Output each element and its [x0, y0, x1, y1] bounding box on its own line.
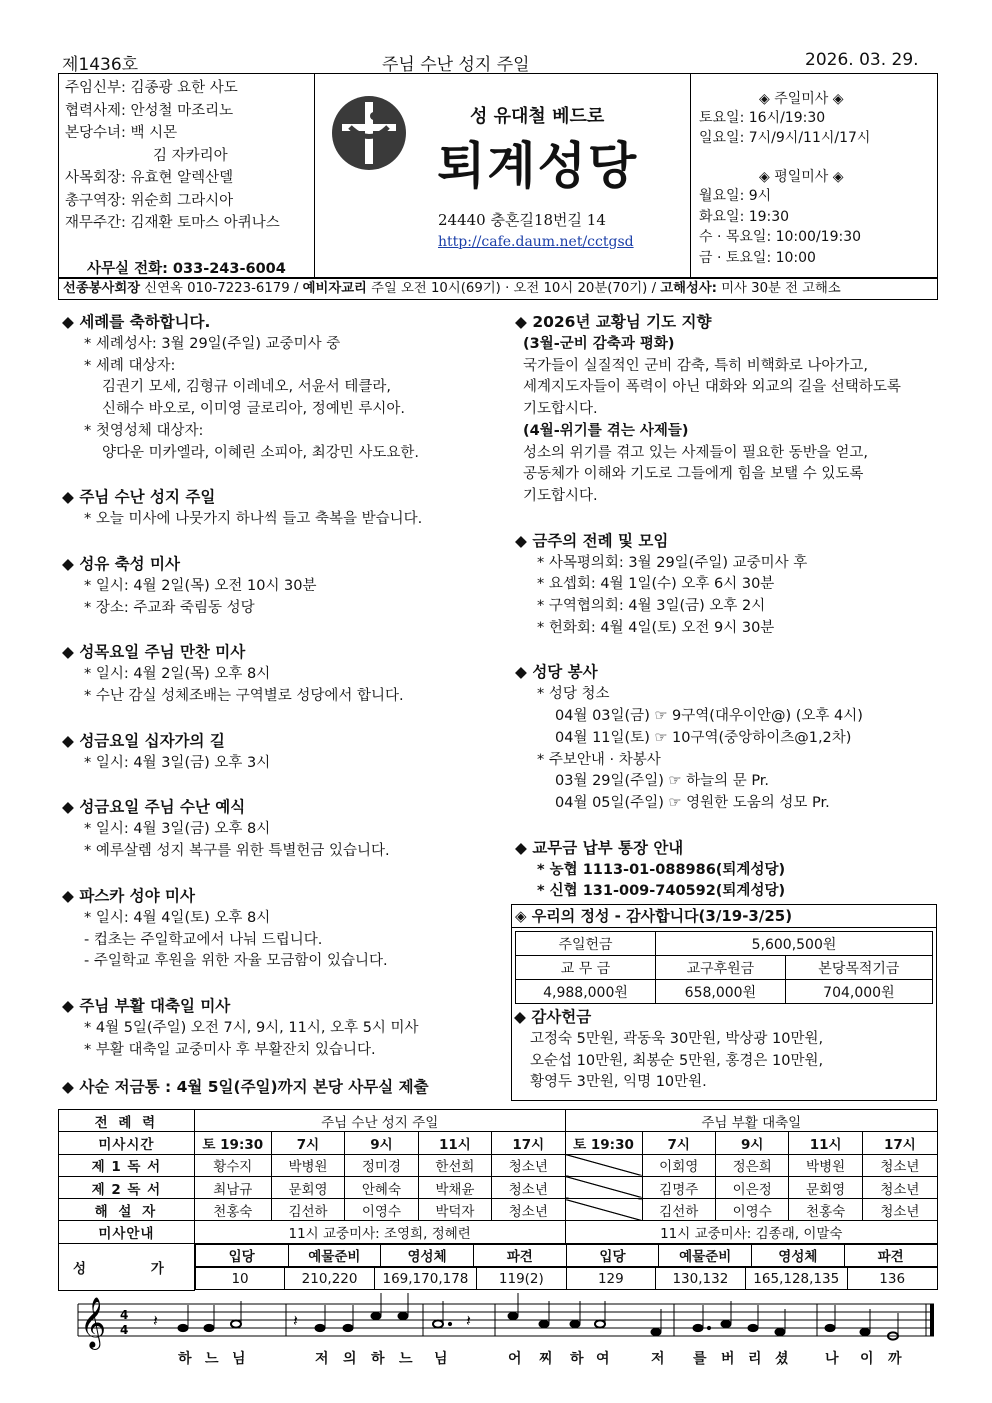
- sunday-mass-sunday: 일요일: 7시/9시/11시/17시: [699, 130, 871, 146]
- table-cell: 210,220: [285, 1268, 375, 1290]
- list-item: * 구역협의회: 4월 3일(금) 오후 2시: [537, 598, 766, 615]
- table-cell: 정은희: [715, 1154, 788, 1176]
- piggy-bank-notice: ◆ 사순 저금통 : 4월 5일(주일)까지 본당 사무실 제출: [62, 1078, 429, 1097]
- table-cell: 이영수: [345, 1199, 418, 1221]
- row-label: 해 설 자: [59, 1199, 195, 1221]
- table-header: 17시: [862, 1132, 937, 1154]
- list-item: * 일시: 4월 4일(토) 오후 8시: [84, 909, 271, 926]
- bulletin-date: 2026. 03. 29.: [805, 50, 919, 70]
- list-item: 세계지도자들이 폭력이 아닌 대화와 외교의 길을 선택하도록: [523, 379, 901, 396]
- section-title: ◆ 금주의 전례 및 모임: [515, 531, 669, 550]
- table-cell: 천홍숙: [789, 1199, 862, 1221]
- list-item: 양다운 미카엘라, 이혜린 소피아, 최강민 사도요한.: [102, 444, 420, 461]
- list-item: * 세례 대상자:: [84, 357, 176, 374]
- office-phone: 사무실 전화: 033-243-6004: [87, 261, 286, 277]
- table-header: 예물준비: [288, 1244, 381, 1266]
- table-header: 7시: [642, 1132, 715, 1154]
- list-item: * 세례성사: 3월 29일(주일) 교중미사 중: [84, 336, 341, 352]
- svg-text:𝄽: 𝄽: [293, 1311, 298, 1330]
- row-label: 미사안내: [59, 1221, 195, 1243]
- section-weekly-meetings: [515, 529, 940, 640]
- lyric-syllable: 리: [748, 1351, 762, 1367]
- lyric-syllable: 나: [825, 1351, 839, 1367]
- list-item: - 컵초는 주일학교에서 나눠 드립니다.: [84, 931, 323, 948]
- table-cell: 4,988,000원: [516, 980, 656, 1004]
- lyric-syllable: 어: [508, 1351, 522, 1367]
- parish-address: 24440 충혼길18번길 14: [438, 211, 606, 229]
- table-header: 7시: [271, 1132, 344, 1154]
- table-cell: 119(2): [477, 1268, 567, 1290]
- list-item: * 사목평의회: 3월 29일(주일) 교중미사 후: [537, 554, 808, 571]
- weekday-mass-times: [699, 186, 861, 268]
- table-header: 11시: [789, 1132, 862, 1154]
- weekday-mass-title: ◈ 평일미사 ◈: [759, 169, 844, 185]
- table-cell: 청소년: [492, 1154, 565, 1176]
- table-cell: 박덕자: [418, 1199, 491, 1221]
- section-stations: [62, 729, 502, 775]
- thanks-offering: [512, 1005, 936, 1094]
- list-item: * 일시: 4월 2일(목) 오전 10시 30분: [84, 577, 317, 594]
- section-title: ◆ 교무금 납부 통장 안내: [515, 838, 684, 857]
- evangel-label: 선종봉사회장: [63, 281, 141, 296]
- lyric-syllable: 하: [371, 1351, 385, 1367]
- section-title: ◆ 성금요일 십자가의 길: [62, 731, 225, 750]
- sunday-mass-saturday: 토요일: 16시/19:30: [699, 110, 826, 126]
- list-item: * 일시: 4월 2일(목) 오후 8시: [84, 666, 271, 683]
- table-cell: 청소년: [492, 1199, 565, 1221]
- row-label: 성 가: [59, 1243, 195, 1290]
- evangel-text: 신연옥 010-7223-6179 /: [140, 281, 303, 296]
- list-item: * 부활 대축일 교중미사 후 부활잔치 있습니다.: [84, 1041, 376, 1058]
- list-item: 04월 03일(금) ☞ 9구역(대우이안@) (오후 4시): [555, 708, 863, 725]
- liturgy-label: 전 례 력: [59, 1110, 195, 1132]
- section-palm-sunday: [62, 485, 502, 531]
- table-cell: 박채윤: [418, 1176, 491, 1198]
- right-column: [515, 310, 940, 903]
- list-item: 성소의 위기를 겪고 있는 사제들이 필요한 동반을 얻고,: [523, 444, 869, 461]
- table-cell: 문회영: [271, 1176, 344, 1198]
- section-easter-vigil: [62, 884, 502, 973]
- table-cell: 129: [566, 1268, 656, 1290]
- table-cell: 청소년: [492, 1176, 565, 1198]
- thanks-title: ◆ 감사헌금: [514, 1008, 592, 1026]
- list-item: * 일시: 4월 3일(금) 오후 3시: [84, 754, 271, 771]
- table-cell: 169,170,178: [374, 1268, 476, 1290]
- table-cell: 김명주: [642, 1176, 715, 1198]
- staff-sister1: 본당수녀: 백 시몬: [65, 125, 178, 141]
- section-title: ◆ 성유 축성 미사: [62, 554, 180, 573]
- weekday-mass-tue: 화요일: 19:30: [699, 208, 790, 225]
- table-header: 교구후원금: [656, 956, 786, 980]
- lyric-syllable: 저: [651, 1351, 665, 1367]
- parish-logo: [330, 94, 408, 172]
- table-header: 9시: [345, 1132, 418, 1154]
- contact-bar: [58, 278, 938, 300]
- staff-pastor: 주임신부: 김종광 요한 사도: [65, 80, 238, 96]
- section-holy-thursday: [62, 640, 502, 707]
- table-cell: 704,000원: [785, 980, 932, 1004]
- lyric-syllable: 셨: [775, 1351, 789, 1367]
- row-label: 제 1 독 서: [59, 1154, 195, 1176]
- parish-name: 퇴계성당: [437, 137, 639, 195]
- table-cell: 10: [195, 1268, 285, 1290]
- table-cell: 136: [847, 1268, 937, 1290]
- list-item: * 요셉회: 4월 1일(수) 오후 6시 30분: [537, 576, 775, 593]
- table-header: 토 19:30: [565, 1132, 642, 1154]
- section-baptism: [62, 310, 502, 464]
- intention-subtitle: (3월-군비 감축과 평화): [523, 336, 675, 352]
- list-item: 04월 11일(토) ☞ 10구역(중앙하이츠@1,2차): [555, 729, 852, 746]
- table-cell: 김선하: [271, 1199, 344, 1221]
- table-header: 교 무 금: [516, 956, 656, 980]
- list-item: * 성당 청소: [537, 686, 610, 703]
- lyric-syllable: 버: [721, 1351, 735, 1367]
- donation-table: [515, 931, 933, 1004]
- section-good-friday: [62, 795, 502, 862]
- lyric-syllable: 느: [399, 1351, 413, 1367]
- table-cell: 천홍숙: [194, 1199, 271, 1221]
- lyric-syllable: 까: [888, 1351, 902, 1367]
- staff-sister2: 김 자카리아: [153, 147, 228, 164]
- issue-number: 제1436호: [62, 55, 139, 75]
- section-title: ◆ 성금요일 주님 수난 예식: [62, 798, 246, 817]
- table-cell: 정미경: [345, 1154, 418, 1176]
- list-item: 고정숙 5만원, 곽동욱 30만원, 박상광 10만원,: [530, 1031, 824, 1047]
- table-cell: 165,128,135: [745, 1268, 847, 1290]
- table-cell: 11시 교중미사: 조영희, 정혜련: [194, 1221, 565, 1243]
- section-chrism-mass: [62, 552, 502, 619]
- parish-subtitle: 성 유대철 베드로: [470, 106, 605, 127]
- parish-url-link[interactable]: http://cafe.daum.net/cctgsd: [438, 234, 634, 250]
- section-title: ◆ 성목요일 주님 만찬 미사: [62, 643, 246, 662]
- list-item: 기도합시다.: [523, 401, 598, 418]
- table-cell: 최남규: [194, 1176, 271, 1198]
- day1-title: 주님 수난 성지 주일: [194, 1110, 565, 1132]
- prep-label: 예비자교리: [302, 281, 367, 296]
- lyric-syllable: 저: [315, 1351, 329, 1367]
- list-item: * 첫영성체 대상자:: [84, 422, 204, 439]
- lyric-syllable: 하: [178, 1351, 192, 1367]
- prep-text: 주일 오전 10시(69기) · 오전 10시 20분(70기) /: [366, 281, 661, 296]
- list-item: * 일시: 4월 3일(금) 오후 8시: [84, 821, 271, 838]
- table-cell: 11시 교중미사: 김종래, 이말숙: [565, 1221, 937, 1243]
- table-cell: 한선희: [418, 1154, 491, 1176]
- intention-subtitle: (4월-위기를 겪는 사제들): [523, 422, 689, 439]
- section-service: [515, 660, 940, 814]
- list-item: 오순섭 10만원, 최봉순 5만원, 홍경은 10만원,: [530, 1052, 824, 1069]
- table-header: 9시: [715, 1132, 788, 1154]
- list-item: 공동체가 이해와 기도로 그들에게 힘을 보탤 수 있도록: [523, 466, 864, 483]
- table-cell: 박병원: [271, 1154, 344, 1176]
- table-header: 파견: [844, 1244, 937, 1266]
- svg-text:𝄽: 𝄽: [153, 1311, 158, 1330]
- table-header: 파견: [473, 1244, 566, 1266]
- table-header: 입당: [566, 1244, 659, 1266]
- list-item: 03월 29일(주일) ☞ 하늘의 문 Pr.: [555, 773, 770, 790]
- list-item: 국가들이 실질적인 군비 감축, 특히 비핵화로 나아가고,: [523, 357, 869, 374]
- list-item: * 헌화회: 4월 4일(토) 오전 9시 30분: [537, 619, 775, 636]
- table-header: 예물준비: [659, 1244, 752, 1266]
- list-item: * 예루살렘 성지 복구를 위한 특별헌금 있습니다.: [84, 843, 390, 860]
- empty-cell: [565, 1199, 642, 1221]
- list-item: * 오늘 미사에 나뭇가지 하나씩 들고 축복을 받습니다.: [84, 511, 423, 528]
- list-item: 황영두 3만원, 익명 10만원.: [530, 1074, 707, 1091]
- table-header: 영성체: [752, 1244, 845, 1266]
- table-row: [59, 1221, 938, 1243]
- lyric-syllable: 를: [693, 1351, 707, 1367]
- list-item: * 주보안내 · 차봉사: [537, 751, 661, 768]
- music-notation: [58, 1293, 938, 1353]
- table-row: [59, 1199, 938, 1221]
- table-cell: 청소년: [862, 1154, 937, 1176]
- table-row: [59, 1154, 938, 1176]
- lyric-syllable: 하: [570, 1351, 584, 1367]
- empty-cell: [565, 1176, 642, 1198]
- row-label: 제 2 독 서: [59, 1176, 195, 1198]
- section-title: ◆ 주님 부활 대축일 미사: [62, 996, 231, 1015]
- staff-finance: 재무주간: 김재환 토마스 아퀴나스: [65, 215, 280, 231]
- donation-box: [511, 904, 937, 1101]
- section-dues-account: [515, 836, 940, 903]
- lyric-syllable: 느: [205, 1351, 219, 1367]
- table-cell: 박병원: [789, 1154, 862, 1176]
- list-item: * 장소: 주교좌 죽림동 성당: [84, 599, 255, 616]
- list-item: * 수난 감실 성체조배는 구역별로 성당에서 합니다.: [84, 688, 404, 705]
- section-title: ◆ 주님 수난 성지 주일: [62, 488, 216, 507]
- list-item: 기도합시다.: [523, 487, 598, 504]
- weekday-mass-mon: 월요일: 9시: [699, 188, 772, 204]
- list-item: * 신협 131-009-740592(퇴계성당): [537, 883, 786, 900]
- sunday-offering-value: 5,600,500원: [656, 932, 933, 956]
- liturgy-table: [58, 1109, 938, 1291]
- table-header: 입당: [195, 1244, 288, 1266]
- svg-text:𝄞: 𝄞: [80, 1297, 107, 1348]
- table-header: 영성체: [381, 1244, 474, 1266]
- bulletin-title: 주님 수난 성지 주일: [382, 55, 530, 75]
- lyric-syllable: 찌: [539, 1351, 553, 1367]
- section-easter-sunday: [62, 994, 502, 1061]
- confession-text: 미사 30분 전 고해소: [716, 281, 841, 296]
- table-header: 본당목적기금: [785, 956, 932, 980]
- list-item: 04월 05일(주일) ☞ 영원한 도움의 성모 Pr.: [555, 794, 830, 811]
- table-cell: 청소년: [862, 1199, 937, 1221]
- donation-title: ◈ 우리의 정성 - 감사합니다(3/19-3/25): [512, 905, 936, 928]
- masthead-box: [58, 73, 938, 278]
- table-cell: 김선하: [642, 1199, 715, 1221]
- lyric-syllable: 님: [434, 1351, 448, 1367]
- lyric-syllable: 여: [596, 1351, 610, 1367]
- table-header: 11시: [418, 1132, 491, 1154]
- table-row: [59, 1176, 938, 1198]
- staff-list: [65, 77, 280, 235]
- left-column: [62, 310, 502, 1099]
- svg-text:𝄽: 𝄽: [466, 1311, 471, 1330]
- staff-district: 총구역장: 위순희 그라시아: [65, 192, 234, 209]
- table-cell: 안혜숙: [345, 1176, 418, 1198]
- section-title: ◆ 2026년 교황님 기도 지향: [515, 313, 712, 331]
- sunday-offering-label: 주일헌금: [516, 932, 656, 956]
- weekday-mass-frisat: 금 · 토요일: 10:00: [699, 249, 816, 266]
- sunday-mass-times: [699, 108, 870, 148]
- music-staff: [58, 1293, 938, 1353]
- table-cell: 130,132: [656, 1268, 746, 1290]
- svg-text:4: 4: [120, 1308, 129, 1322]
- lyric-syllable: 이: [860, 1351, 874, 1367]
- empty-cell: [565, 1154, 642, 1176]
- list-item: * 4월 5일(주일) 오전 7시, 9시, 11시, 오후 5시 미사: [84, 1019, 419, 1036]
- svg-text:4: 4: [120, 1323, 129, 1337]
- table-cell: 문회영: [789, 1176, 862, 1198]
- list-item: 김권기 모세, 김형규 이레네오, 서윤서 테클라,: [102, 379, 391, 396]
- list-item: - 주일학교 후원을 위한 자율 모금함이 있습니다.: [84, 953, 388, 970]
- weekday-mass-wedthu: 수 · 목요일: 10:00/19:30: [699, 229, 862, 245]
- table-cell: 이영수: [715, 1199, 788, 1221]
- list-item: 신해수 바오로, 이미영 글로리아, 정예빈 루시아.: [102, 401, 406, 418]
- section-title: ◆ 세례를 축하합니다.: [62, 313, 211, 331]
- section-title: ◆ 성당 봉사: [515, 663, 598, 682]
- lyric-syllable: 의: [343, 1351, 357, 1367]
- lyrics: [58, 1348, 938, 1368]
- sunday-mass-title: ◈ 주일미사 ◈: [759, 91, 844, 107]
- table-cell: 황수지: [194, 1154, 271, 1176]
- table-cell: 이회영: [642, 1154, 715, 1176]
- section-title: ◆ 파스카 성야 미사: [62, 886, 195, 905]
- staff-council: 사목회장: 유효현 알렉산델: [65, 170, 234, 186]
- day2-title: 주님 부활 대축일: [565, 1110, 937, 1132]
- section-pope-intention: [515, 310, 940, 508]
- table-cell: 청소년: [862, 1176, 937, 1198]
- time-label: 미사시간: [59, 1132, 195, 1154]
- table-header: 17시: [492, 1132, 565, 1154]
- staff-assistant: 협력사제: 안성철 마조리노: [65, 102, 234, 119]
- table-cell: 이은정: [715, 1176, 788, 1198]
- confession-label: 고해성사:: [660, 281, 717, 296]
- table-header: 토 19:30: [194, 1132, 271, 1154]
- list-item: * 농협 1113-01-088986(퇴계성당): [537, 861, 786, 878]
- table-cell: 658,000원: [656, 980, 786, 1004]
- lyric-syllable: 님: [232, 1351, 246, 1367]
